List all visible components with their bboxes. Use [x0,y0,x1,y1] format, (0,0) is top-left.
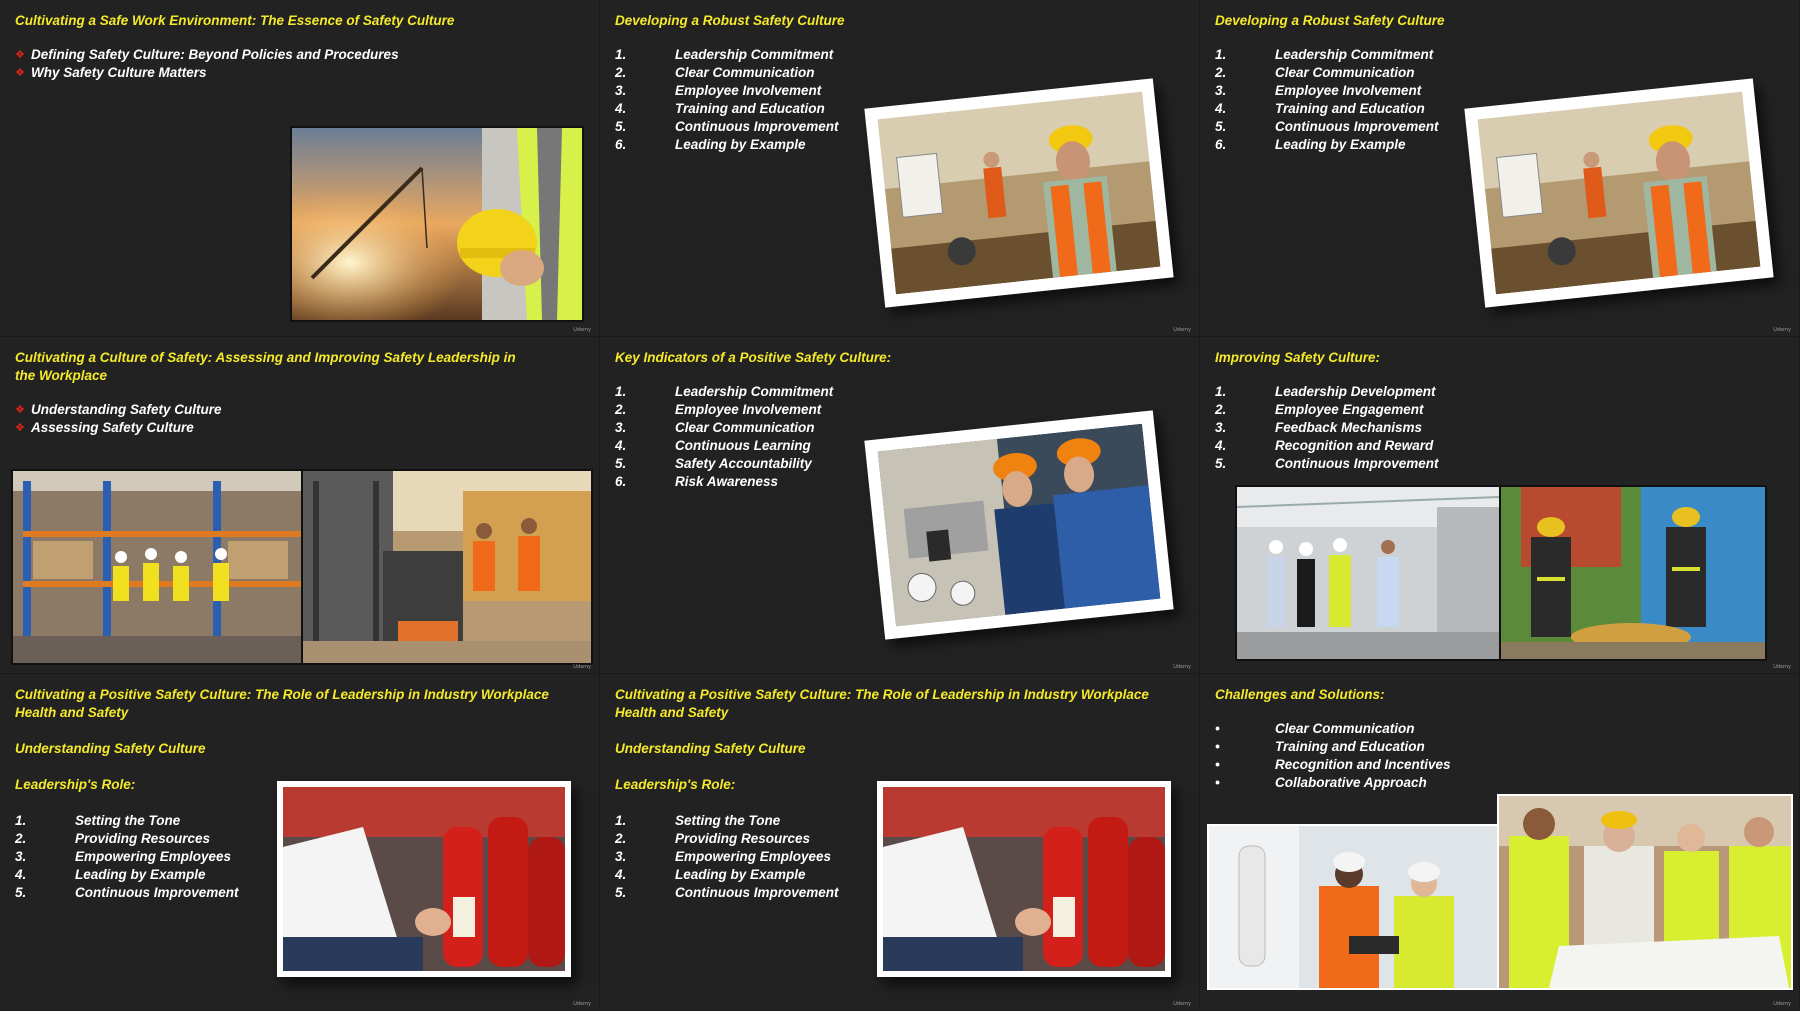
slide-thumbnail[interactable] [600,337,1200,674]
list-item: 6. Leading by Example [1215,137,1406,152]
list-item: 1. Setting the Tone [15,813,181,828]
list-item: • Recognition and Incentives [1215,757,1451,772]
list-item: 2. Clear Communication [615,65,815,80]
list-item: 4. Training and Education [1215,101,1425,116]
slide-thumbnail[interactable] [1200,337,1800,674]
red-diamond-bullet-icon: ❖ [15,404,25,416]
udemy-watermark: Udemy [1773,327,1791,333]
slide-thumbnail[interactable] [0,337,600,674]
list-item: 5. Safety Accountability [615,456,812,471]
section-subheading: Understanding Safety Culture [15,741,206,756]
slide-thumbnail[interactable] [1200,674,1800,1011]
list-item: 2. Providing Resources [615,831,811,846]
slide-title: Cultivating a Safe Work Environment: The Essence of Safety Culture [15,13,455,28]
site-team-plans-photo [1497,794,1793,990]
list-item: ❖ Assessing Safety Culture [15,420,194,435]
fire-extinguisher-photo [877,781,1171,977]
numbered-list [615,383,833,491]
list-item: 3. Feedback Mechanisms [1215,420,1423,435]
list-item: 3. Empowering Employees [15,849,232,864]
list-item: 2. Clear Communication [1215,65,1415,80]
slide-title: Cultivating a Positive Safety Culture: The Role of Leadership in Industry Workplace Health and Safety [15,687,549,720]
list-item: 1. Leadership Commitment [615,47,834,62]
list-item: 2. Employee Involvement [615,402,822,417]
red-diamond-bullet-icon: ❖ [15,49,25,61]
list-item: 3. Employee Involvement [615,83,822,98]
robotics-engineers-photo [1207,824,1499,990]
factory-walkthrough-photo [1235,485,1501,661]
udemy-watermark: Udemy [573,327,591,333]
slide-title: Developing a Robust Safety Culture [615,13,845,28]
list-item: • Clear Communication [1215,721,1415,736]
engineers-control-panel-photo [864,410,1173,639]
training-meeting-photo [864,78,1173,307]
slide-thumbnail[interactable] [0,674,600,1011]
red-diamond-bullet-icon: ❖ [15,67,25,79]
list-item: ❖ Defining Safety Culture: Beyond Policies and Procedures [15,47,399,62]
udemy-watermark: Udemy [573,1001,591,1007]
list-item: 5. Continuous Improvement [1215,119,1439,134]
slide-title: Key Indicators of a Positive Safety Culture: [615,350,892,365]
list-item: 4. Continuous Learning [615,438,811,453]
udemy-watermark: Udemy [1773,1001,1791,1007]
slide-title: Cultivating a Positive Safety Culture: The Role of Leadership in Industry Workplace Health and Safety [615,687,1149,720]
list-item: 5. Continuous Improvement [615,119,839,134]
slide-title: Improving Safety Culture: [1215,350,1381,365]
numbered-list [1215,46,1439,154]
list-item: 4. Training and Education [615,101,825,116]
slide-title: Cultivating a Culture of Safety: Assessing and Improving Safety Leadership in the Workplace [15,350,516,383]
list-item: 3. Empowering Employees [615,849,832,864]
list-item: 5. Continuous Improvement [15,885,239,900]
list-item: 2. Employee Engagement [1215,402,1424,417]
list-item: 4. Recognition and Reward [1215,438,1434,453]
list-item: 6. Risk Awareness [615,474,779,489]
red-diamond-bullet-icon: ❖ [15,422,25,434]
list-item: 1. Leadership Commitment [615,384,834,399]
fire-extinguisher-photo [277,781,571,977]
udemy-watermark: Udemy [1173,664,1191,670]
list-item: 4. Leading by Example [615,867,806,882]
list-item: 3. Employee Involvement [1215,83,1422,98]
list-item: 3. Clear Communication [615,420,815,435]
list-item: 1. Setting the Tone [615,813,781,828]
list-item: 2. Providing Resources [15,831,211,846]
forklift-operator-photo [301,469,593,665]
slide-thumbnail[interactable] [1200,0,1800,337]
list-item: 4. Leading by Example [15,867,206,882]
section-subheading: Leadership's Role: [15,777,136,792]
udemy-watermark: Udemy [1173,327,1191,333]
numbered-list [1215,383,1439,473]
slide-title: Challenges and Solutions: [1215,687,1385,702]
firefighters-rescue-photo [1499,485,1767,661]
numbered-list [15,812,239,902]
list-item: 6. Leading by Example [615,137,806,152]
warehouse-team-photo [11,469,303,665]
udemy-watermark: Udemy [1173,1001,1191,1007]
list-item: 1. Leadership Commitment [1215,47,1434,62]
list-item: • Training and Education [1215,739,1425,754]
bullet-list [15,401,222,437]
list-item: ❖ Why Safety Culture Matters [15,65,207,80]
section-subheading: Leadership's Role: [615,777,736,792]
bulleted-list [1215,720,1451,792]
slide-thumbnail[interactable] [600,674,1200,1011]
numbered-list [615,812,839,902]
slide-thumbnail[interactable] [0,0,600,337]
section-subheading: Understanding Safety Culture [615,741,806,756]
list-item: 5. Continuous Improvement [1215,456,1439,471]
list-item: 5. Continuous Improvement [615,885,839,900]
slide-title: Developing a Robust Safety Culture [1215,13,1445,28]
slide-thumbnail[interactable] [600,0,1200,337]
training-meeting-photo [1464,78,1773,307]
numbered-list [615,46,839,154]
worker-hard-hat-photo [290,126,584,322]
list-item: 1. Leadership Development [1215,384,1436,399]
bullet-list [15,46,399,82]
udemy-watermark: Udemy [1773,664,1791,670]
list-item: ❖ Understanding Safety Culture [15,402,222,417]
udemy-watermark: Udemy [573,664,591,670]
list-item: • Collaborative Approach [1215,775,1427,790]
